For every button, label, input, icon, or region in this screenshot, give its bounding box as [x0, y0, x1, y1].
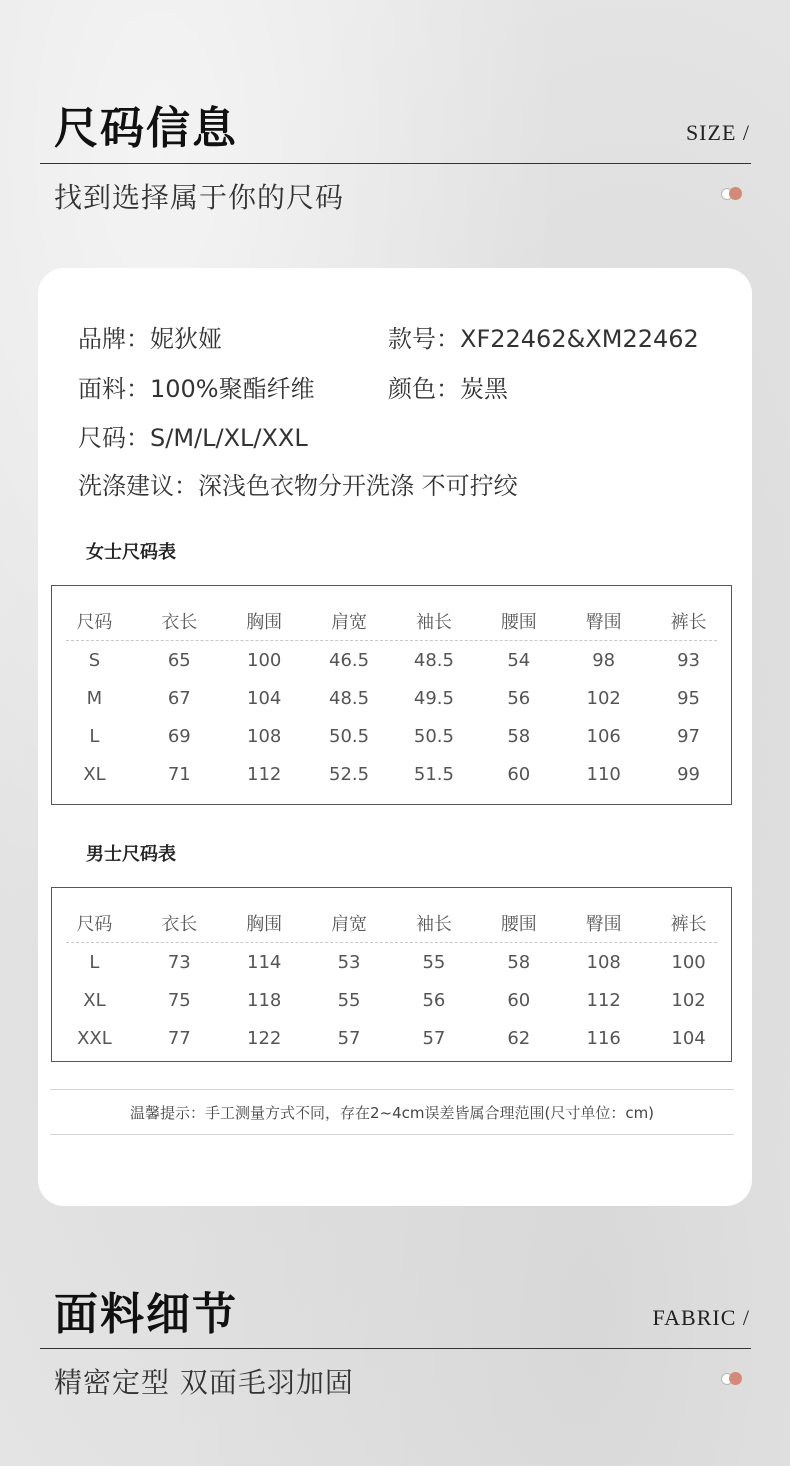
table-row	[52, 717, 731, 755]
table-header-cell: 胸围	[246, 914, 283, 935]
table-cell: 102	[671, 989, 706, 1011]
table-header-cell: 袖长	[415, 914, 452, 935]
table-cell: S	[88, 649, 101, 671]
table-header-row	[52, 602, 731, 640]
table-cell: 58	[507, 951, 531, 973]
decorative-dots-icon	[721, 187, 745, 201]
table-cell: 71	[167, 763, 191, 785]
table-header-cell: 袖长	[415, 612, 452, 633]
table-cell: 112	[586, 989, 621, 1011]
filled-dot-icon	[729, 187, 742, 200]
table-row	[52, 755, 731, 793]
table-cell: 95	[677, 687, 701, 709]
table-cell: 112	[247, 763, 282, 785]
size-info-card	[38, 268, 752, 1206]
table-cell: XL	[83, 989, 106, 1011]
table-cell: 56	[422, 989, 446, 1011]
table-cell: 55	[422, 951, 446, 973]
brand-info: 品牌：妮狄娅	[78, 325, 222, 353]
size-section-rule	[40, 163, 751, 164]
women-size-table	[51, 585, 732, 805]
women-table-title: 女士尺码表	[86, 542, 176, 563]
fabric-en-label: FABRIC /	[652, 1305, 750, 1330]
table-cell: 73	[167, 951, 191, 973]
table-cell: 57	[337, 1027, 361, 1049]
table-cell: 77	[167, 1027, 191, 1049]
size-list-info: 尺码：S/M/L/XL/XXL	[78, 424, 308, 452]
table-header-cell: 衣长	[161, 612, 198, 633]
table-cell: 60	[507, 989, 531, 1011]
table-row	[52, 943, 731, 981]
table-cell: L	[89, 725, 100, 747]
table-cell: 100	[671, 951, 706, 973]
decorative-dots-icon	[721, 1372, 745, 1386]
table-header-cell: 腰围	[500, 612, 537, 633]
table-cell: 46.5	[329, 649, 370, 671]
men-size-table	[51, 887, 732, 1062]
fabric-section-subtitle: 精密定型 双面毛羽加固	[54, 1366, 354, 1399]
table-cell: 60	[507, 763, 531, 785]
color-info: 颜色：炭黑	[388, 375, 508, 403]
size-section-subtitle: 找到选择属于你的尺码	[54, 181, 345, 214]
table-cell: 110	[586, 763, 621, 785]
fabric-section-title: 面料细节	[54, 1289, 238, 1340]
table-header-cell: 肩宽	[331, 914, 368, 935]
table-cell: 104	[671, 1027, 706, 1049]
table-cell: M	[86, 687, 103, 709]
table-header-cell: 肩宽	[331, 612, 368, 633]
table-header-row	[52, 904, 731, 942]
table-cell: 50.5	[413, 725, 454, 747]
table-row	[52, 679, 731, 717]
table-cell: 93	[677, 649, 701, 671]
table-cell: 104	[247, 687, 282, 709]
table-cell: 116	[586, 1027, 621, 1049]
table-cell: 122	[247, 1027, 282, 1049]
wash-instructions: 洗涤建议：深浅色衣物分开洗涤 不可拧绞	[78, 472, 518, 500]
table-cell: L	[89, 951, 100, 973]
table-row	[52, 981, 731, 1019]
table-cell: 69	[167, 725, 191, 747]
table-header-cell: 胸围	[246, 612, 283, 633]
fabric-info: 面料：100%聚酯纤维	[78, 375, 315, 403]
table-cell: 100	[247, 649, 282, 671]
table-cell: 49.5	[413, 687, 454, 709]
table-cell: 56	[507, 687, 531, 709]
table-cell: 65	[167, 649, 191, 671]
style-number-info: 款号：XF22462&XM22462	[388, 325, 699, 353]
size-section-title: 尺码信息	[54, 103, 238, 154]
table-cell: XL	[83, 763, 106, 785]
table-cell: 102	[586, 687, 621, 709]
table-header-cell: 尺码	[76, 612, 113, 633]
table-header-cell: 裤长	[670, 612, 707, 633]
table-cell: 48.5	[329, 687, 370, 709]
table-cell: 58	[507, 725, 531, 747]
table-cell: 50.5	[329, 725, 370, 747]
table-header-cell: 腰围	[500, 914, 537, 935]
table-row	[52, 641, 731, 679]
filled-dot-icon	[729, 1372, 742, 1385]
measurement-note: 温馨提示：手工测量方式不同，存在2~4cm误差皆属合理范围(尺寸单位：cm)	[50, 1089, 734, 1135]
table-cell: XXL	[77, 1027, 112, 1049]
table-header-cell: 衣长	[161, 914, 198, 935]
table-header-cell: 臀围	[585, 612, 622, 633]
table-header-cell: 臀围	[585, 914, 622, 935]
table-row	[52, 1019, 731, 1057]
table-cell: 98	[592, 649, 616, 671]
table-cell: 48.5	[413, 649, 454, 671]
table-cell: 99	[677, 763, 701, 785]
table-cell: 75	[167, 989, 191, 1011]
table-cell: 108	[586, 951, 621, 973]
table-cell: 106	[586, 725, 621, 747]
table-cell: 54	[507, 649, 531, 671]
table-cell: 51.5	[413, 763, 454, 785]
men-table-title: 男士尺码表	[86, 844, 176, 865]
table-header-cell: 裤长	[670, 914, 707, 935]
table-cell: 62	[507, 1027, 531, 1049]
table-cell: 108	[247, 725, 282, 747]
table-cell: 53	[337, 951, 361, 973]
table-cell: 52.5	[329, 763, 370, 785]
table-cell: 55	[337, 989, 361, 1011]
table-header-cell: 尺码	[76, 914, 113, 935]
table-cell: 67	[167, 687, 191, 709]
table-cell: 118	[247, 989, 282, 1011]
table-cell: 57	[422, 1027, 446, 1049]
fabric-section-rule	[40, 1348, 751, 1349]
table-cell: 97	[677, 725, 701, 747]
size-en-label: SIZE /	[685, 120, 750, 145]
table-cell: 114	[247, 951, 282, 973]
